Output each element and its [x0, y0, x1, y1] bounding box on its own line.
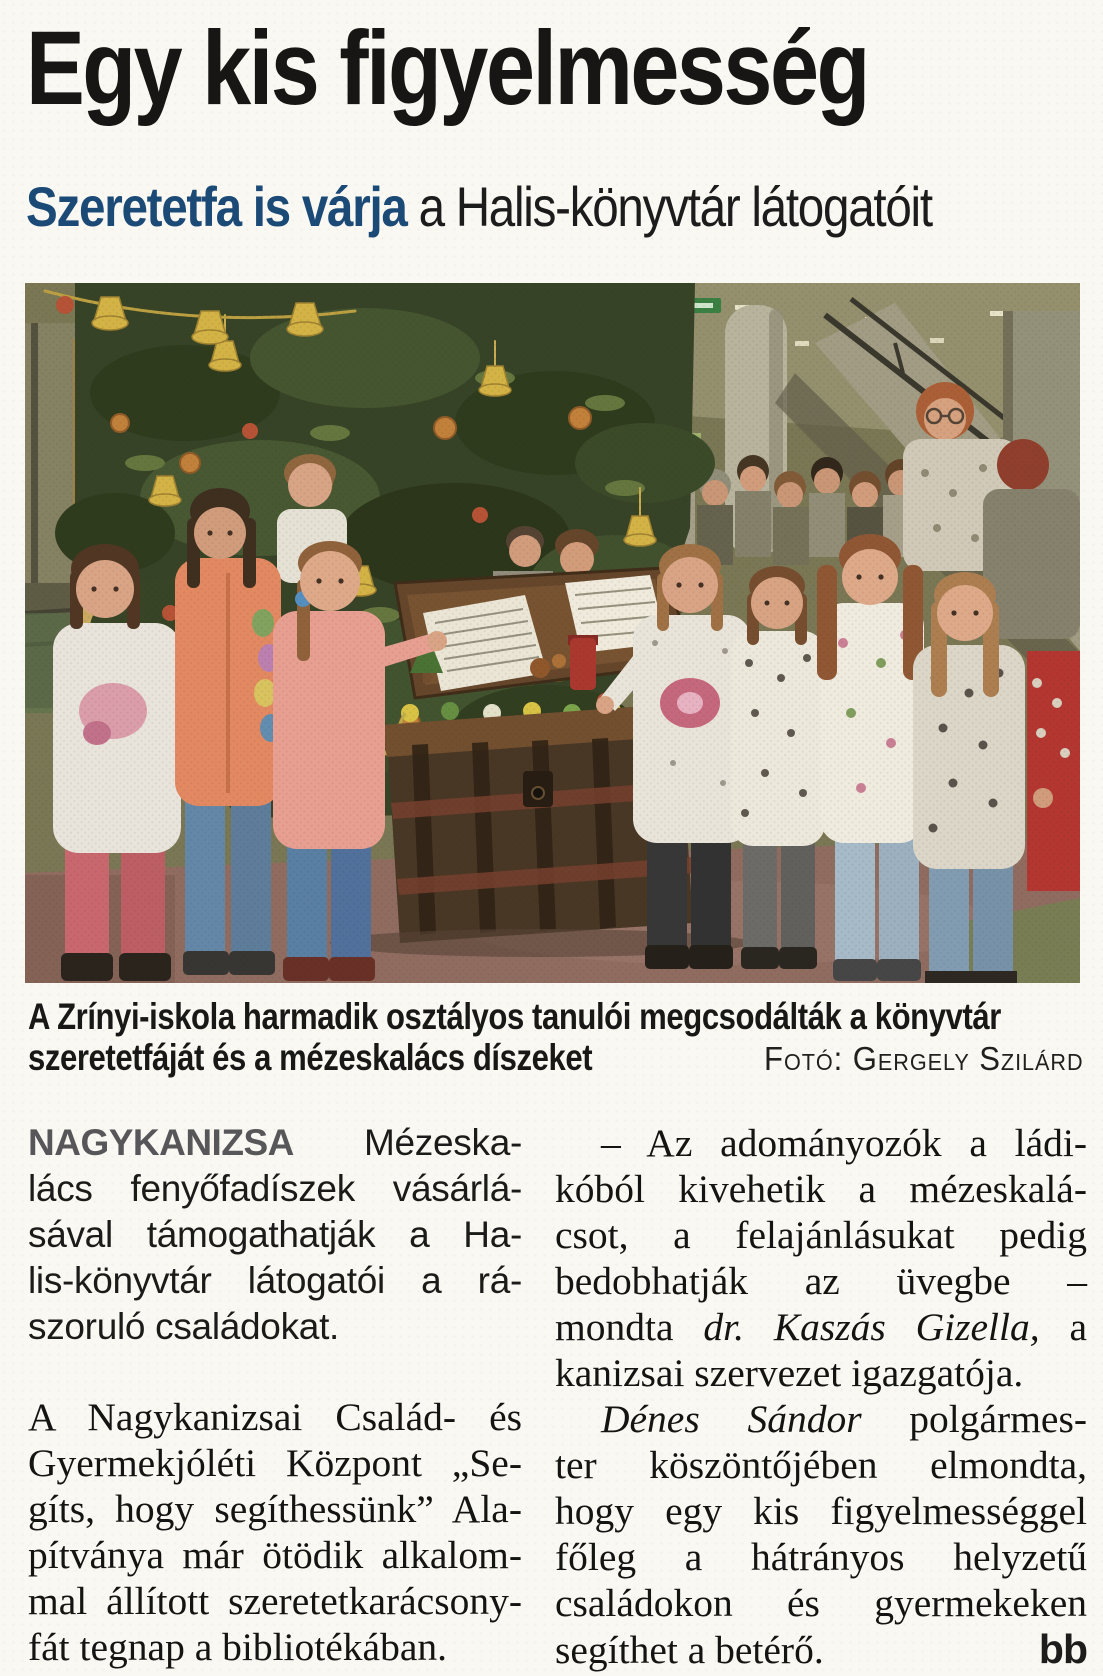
caption-line-1: A Zrínyi-iskola harmadik osztályos tanulói megcsodálták a könyvtár [28, 996, 1001, 1037]
body-line: Dénes Sándor polgármes- [601, 1397, 1087, 1441]
person-name: Dénes Sándor [601, 1397, 862, 1441]
body-line: – Az adományozók a ládi- [601, 1121, 1087, 1165]
body-line: főleg a hátrányos helyzetű [555, 1535, 1087, 1579]
body-line: NAGYKANIZSA Mézeska- [28, 1122, 522, 1163]
person-name: dr. Kaszás Gizella, [703, 1305, 1040, 1349]
kicker: NAGYKANIZSA [28, 1122, 294, 1163]
body-line: pítványa már ötödik alkalom- [28, 1533, 522, 1577]
subheadline-rest: a Halis-könyvtár látogatóit [406, 175, 932, 238]
body-line: bedobhatják az üvegbe – [555, 1259, 1087, 1303]
column-right [555, 1120, 1087, 1673]
article-photo [25, 283, 1080, 983]
body-line: mal állított szeretetkarácsony- [28, 1579, 522, 1623]
subheadline-accent: Szeretetfa is várja [26, 175, 407, 238]
author-signature: bb [1038, 1626, 1087, 1672]
body-line: kanizsai szervezet igazgatója. [555, 1351, 1024, 1395]
body-line: szoruló családokat. [28, 1306, 340, 1347]
headline: Egy kis figyelmesség [26, 10, 868, 127]
body-line: kóból kivehetik a mézeskalá- [555, 1167, 1087, 1211]
paragraph-3 [555, 1120, 1087, 1396]
body-line: fát tegnap a bibliotékában. [28, 1625, 447, 1669]
body-line: sával támogathatják a Ha- [28, 1214, 522, 1255]
body-line: csot, a felajánlásukat pedig [555, 1213, 1087, 1257]
photo-credit: Fotó: Gergely Szilárd [764, 1040, 1084, 1077]
column-left [28, 1120, 522, 1673]
body-line: A Nagykanizsai Család- és [28, 1395, 522, 1439]
body-line: családokon és gyermekeken [555, 1581, 1087, 1625]
body-line: gíts, hogy segíthessünk” Ala- [28, 1487, 522, 1531]
body-line: ter köszöntőjében elmondta, [555, 1443, 1087, 1487]
paragraph-4 [555, 1396, 1087, 1673]
body-line: segíthet a betérő. bb [555, 1626, 1087, 1672]
subheadline [26, 176, 932, 238]
body-line: lács fenyőfadíszek vásárlá- [28, 1168, 522, 1209]
body-line: mondta dr. Kaszás Gizella, a [555, 1305, 1087, 1349]
body-line: Gyermekjóléti Központ „Se- [28, 1441, 522, 1485]
caption-line-2: szeretetfáját és a mézeskalács díszeket [28, 1037, 593, 1078]
article-body [28, 1120, 1087, 1673]
body-line: lis-könyvtár látogatói a rá- [28, 1260, 522, 1301]
article-photo-illustration [25, 283, 1080, 983]
photo-caption [28, 996, 1084, 1079]
paragraph-2 [28, 1394, 522, 1670]
lead-paragraph [28, 1120, 522, 1350]
body-line: hogy egy kis figyelmességgel [555, 1489, 1087, 1533]
